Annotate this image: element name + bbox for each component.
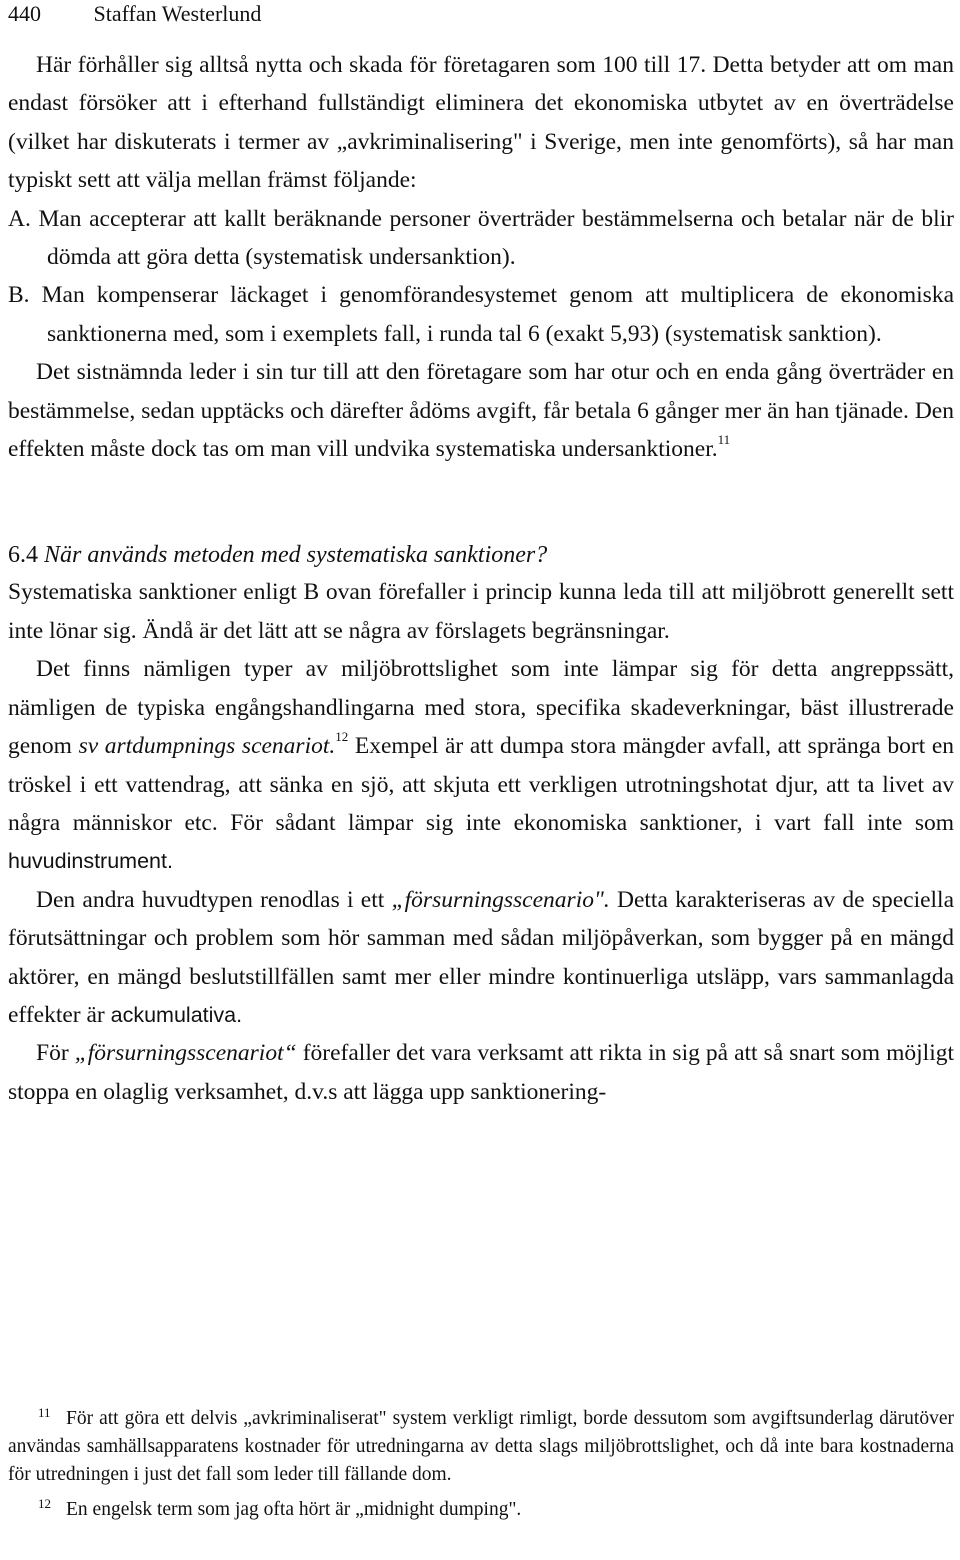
list-item-a-text: Man accepterar att kallt beräknande personer överträder bestämmelserna och betalar när de blir dömda att göra detta (systematisk undersanktion). (38, 205, 954, 271)
acidification-term: „försurningsscenario". (391, 886, 610, 913)
section-number: 6.4 (8, 542, 38, 569)
section-paragraph-4 (8, 1034, 954, 1111)
list-item-b-label: B. (8, 282, 30, 309)
section-paragraph-2-start: Det finns nämligen typer av miljöbrottslighet som inte lämpar sig för detta angreppssätt, nämligen de typiska engångshandlingarna med stora, specifika skadeverkningar, bäst illustrerade genom (8, 656, 954, 760)
section-paragraph-2 (8, 650, 954, 880)
section-paragraph-2-middle: Exempel är att dumpa stora mängder avfall, att spränga bort en tröskel i ett vattendrag, att sänka en sjö, att skjuta ett verkligen utrotningshotat djur, att ta livet av några människor etc. För sådant lämpar sig inte ekonomiska sanktioner, i vart fall inte som (8, 733, 955, 836)
footnotes (8, 1405, 954, 1524)
footnote-12: 12 En engelsk term som jag ofta hört är „midnight dumping". (38, 1495, 522, 1520)
body-paragraph-2-text: Det sistnämnda leder i sin tur till att den företagare som har otur och en enda gång överträder en bestämmelse, sedan upptäcks och därefter ådöms avgift, får betala 6 gånger mer än han tjänade. Den effekten måste dock tas om man vill undvika systematiska undersanktioner. (8, 359, 954, 463)
document-page (8, 0, 954, 1111)
section-paragraph-1: Systematiska sanktioner enligt B ovan förefaller i princip kunna leda till att miljöbrott generellt sett inte lönar sig. Ändå är det lätt att se några av förslagets begränsningar. (8, 579, 954, 644)
footnote-11-text: För att göra ett delvis „avkriminaliserat" system verkligt rimligt, borde dessutom som avgiftsunderlag därutöver användas samhällsapparatens kostnader för utredningarna av detta slags miljöbrottslighet, och då inte bara kostnaderna för utredningen i just det fall som leder till fällande dom. (8, 1408, 954, 1486)
body-paragraph-2 (8, 353, 954, 468)
section-paragraph-3-end: ackumulativa. (110, 1002, 243, 1027)
section-heading (8, 537, 954, 573)
section-paragraph-4-rest: förefaller det vara verksamt att rikta in sig på att så snart som möjligt stoppa en olaglig verksamhet, d.v.s att lägga upp sanktionering- (8, 1040, 954, 1105)
running-head-author: Staffan Westerlund (93, 1, 262, 26)
footnote-ref-11[interactable]: 11 (717, 432, 731, 448)
list-item-b-text: Man kompenserar läckaget i genomförandesystemet genom att multiplicera de ekonomiska sanktionerna med, som i exemplets fall, i runda tal 6 (exakt 5,93) (systematisk sanktion). (41, 282, 955, 347)
page-number: 440 (8, 1, 41, 26)
scenario-term: sv artdumpnings scenariot. (78, 733, 336, 760)
footnote-12-text: En engelsk term som jag ofta hört är „midnight dumping". (66, 1498, 522, 1520)
footnote-ref-12[interactable]: 12 (335, 729, 349, 745)
section-paragraph-3-start: Den andra huvudtypen renodlas i ett (36, 886, 385, 913)
list-item-a-label: A. (8, 205, 31, 232)
list-item-b (8, 276, 954, 353)
list-item-a (8, 200, 954, 277)
body-paragraph-1: Här förhåller sig alltså nytta och skada för företagaren som 100 till 17. Detta betyder att om man endast försöker att i efterhand fullständigt eliminera det ekonomiska utbytet av en överträdelse (vilket har diskuterats i termer av „avkriminalisering" i Sverige, men inte genomförts), så har man typiskt sett att välja mellan främst följande: (8, 52, 954, 194)
section-paragraph-3-middle: Detta karakteriseras av de speciella förutsättningar och problem som hör samman med sådan miljöpåverkan, som bygger på en mängd aktörer, en mängd beslutstillfällen samt mer eller mindre kontinuerliga utsläpp, vars sammanlagda effekter är (8, 886, 955, 1028)
section-paragraph-2-end: huvudinstrument. (8, 849, 173, 874)
section-title: När används metoden med systematiska sanktioner? (44, 542, 548, 569)
running-header (8, 0, 954, 46)
acidification-scenario-term: „försurningsscenariot“ (74, 1040, 297, 1067)
section-paragraph-4-start: För (36, 1040, 69, 1067)
footnote-11: 11 För att göra ett delvis „avkriminaliserat" system verkligt rimligt, borde dessutom som avgiftsunderlag därutöver användas samhällsapparatens kostnader för utredningarna av detta slags miljöbrottslighet, och då inte bara kostnaderna för utredningen i just det fall som leder till fällande dom. (8, 1405, 954, 1486)
section-paragraph-3 (8, 881, 954, 1035)
